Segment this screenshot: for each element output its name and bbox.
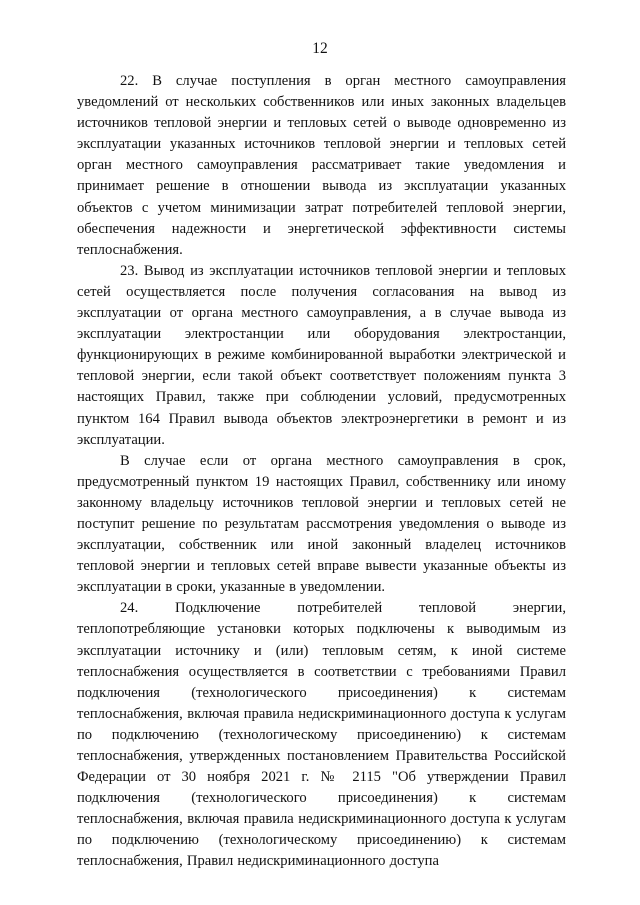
- paragraph-23-continuation: В случае если от органа местного самоуправления в срок, предусмотренный пунктом 19 настоящих Правил, собственнику или иному законному владельцу источников тепловой энергии и тепловых сетей не поступит решение по результатам рассмотрения уведомления о выводе из эксплуатации, собственник или иной законный владелец источников тепловой энергии и тепловых сетей вправе вывести указанные объекты из эксплуатации в сроки, указанные в уведомлении.: [77, 452, 566, 596]
- document-body: [77, 71, 566, 873]
- paragraph-23: 23. Вывод из эксплуатации источников тепловой энергии и тепловых сетей осуществляется после получения согласования на вывод из эксплуатации от органа местного самоуправления, а в случае вывода из эксплуатации электростанции или оборудования электростанции, функционирующих в режиме комбинированной выработки электрической и тепловой энергии, если такой объект соответствует положениям пункта 3 настоящих Правил, также при соблюдении условий, предусмотренных пунктом 164 Правил вывода объектов электроэнергетики в ремонт и из эксплуатации.: [77, 262, 566, 448]
- paragraph-24: 24. Подключение потребителей тепловой энергии, теплопотребляющие установки которых подключены к выводимым из эксплуатации источнику и (или) тепловым сетям, к иной системе теплоснабжения осуществляется в соответствии с требованиями Правил подключения (технологического присоединения) к системам теплоснабжения, включая правила недискриминационного доступа к услугам по подключению (технологическому присоединению) к системам теплоснабжения, утвержденных постановлением Правительства Российской Федерации от 30 ноября 2021 г. № 2115 "Об утверждении Правил подключения (технологического присоединения) к системам теплоснабжения, включая правила недискриминационного доступа к услугам по подключению (технологическому присоединению) к системам теплоснабжения, Правил недискриминационного доступа: [77, 600, 566, 870]
- page-number: 12: [312, 40, 328, 57]
- paragraph-22: 22. В случае поступления в орган местного самоуправления уведомлений от нескольких собственников или иных законных владельцев источников тепловой энергии и тепловых сетей о выводе одновременно из эксплуатации указанных источников тепловой энергии и тепловых сетей орган местного самоуправления рассматривает такие уведомления и принимает решение в отношении вывода из эксплуатации указанных объектов с учетом минимизации затрат потребителей тепловой энергии, обеспечения надежности и энергетической эффективности системы теплоснабжения.: [77, 73, 566, 258]
